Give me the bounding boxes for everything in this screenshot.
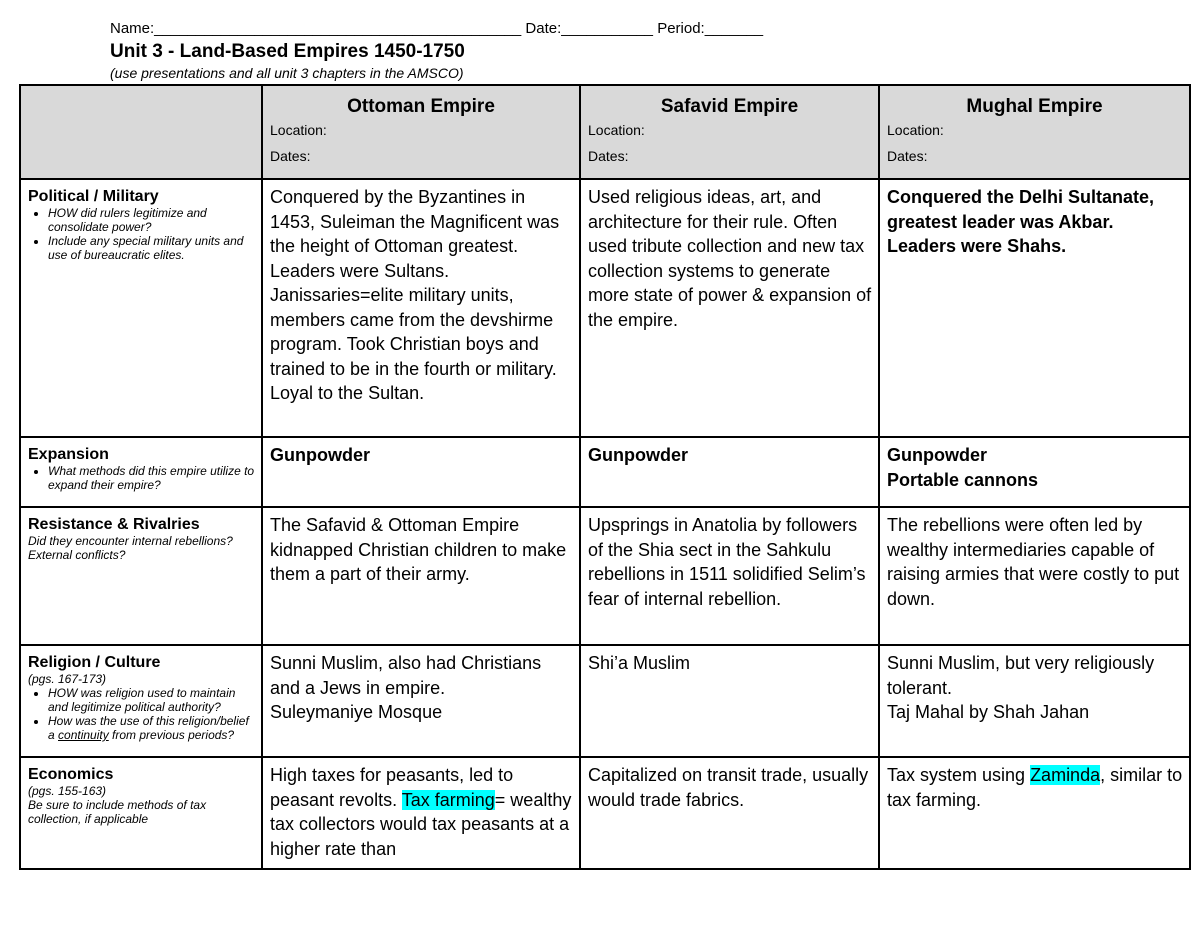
cell-text: Gunpowder bbox=[887, 445, 987, 465]
column-title: Safavid Empire bbox=[660, 96, 799, 117]
cell-text: Gunpowder bbox=[588, 445, 688, 465]
row-header-political bbox=[20, 179, 262, 437]
row-title: Economics bbox=[28, 766, 114, 783]
row-header-economics bbox=[20, 757, 262, 869]
dates-label: Dates: bbox=[887, 148, 928, 164]
document-subtitle: (use presentations and all unit 3 chapters in the AMSCO) bbox=[110, 65, 464, 81]
row-resistance-rivalries bbox=[20, 507, 1190, 645]
header-row bbox=[20, 85, 1190, 179]
cell-mughal-political bbox=[879, 179, 1190, 437]
column-header-ottoman bbox=[262, 85, 580, 179]
row-title: Religion / Culture bbox=[28, 654, 161, 671]
column-header-mughal bbox=[879, 85, 1190, 179]
cell-text: Sunni Muslim, but very religiously tolerant. bbox=[887, 653, 1155, 698]
row-expansion bbox=[20, 437, 1190, 507]
row-prompts bbox=[28, 686, 255, 742]
cell-safavid-political: Used religious ideas, art, and architecture for their rule. Often used tribute collection and new tax collection systems to generate more state of power & expansion of the empire. bbox=[580, 179, 879, 437]
cell-mughal-resistance: The rebellions were often led by wealthy intermediaries capable of raising armies that were costly to put down. bbox=[879, 507, 1190, 645]
cell-mughal-economics: Tax system using Zaminda, similar to tax farming. bbox=[879, 757, 1190, 869]
page-range: (pgs. 155-163) bbox=[28, 784, 107, 798]
dates-label: Dates: bbox=[588, 148, 629, 164]
row-prompts bbox=[28, 206, 255, 262]
cell-mughal-religion bbox=[879, 645, 1190, 757]
cell-ottoman-expansion bbox=[262, 437, 580, 507]
cell-safavid-religion: Shi’a Muslim bbox=[580, 645, 879, 757]
location-label: Location: bbox=[588, 122, 645, 138]
cell-ottoman-religion bbox=[262, 645, 580, 757]
cell-ottoman-political: Conquered by the Byzantines in 1453, Suleiman the Magnificent was the height of Ottoman greatest. Leaders were Sultans. Janissaries=elite military units, members came from the devshirme program. Took Christian boys and trained to be in the fourth or military. Loyal to the Sultan. bbox=[262, 179, 580, 437]
cell-ottoman-economics: High taxes for peasants, led to peasant revolts. Tax farming= wealthy tax collectors would tax peasants at a higher rate than bbox=[262, 757, 580, 869]
row-header-religion bbox=[20, 645, 262, 757]
row-title: Expansion bbox=[28, 446, 109, 463]
cell-safavid-resistance: Upsprings in Anatolia by followers of the Shia sect in the Sahkulu rebellions in 1511 solidified Selim’s fear of internal rebellion. bbox=[580, 507, 879, 645]
row-prompt: Be sure to include methods of tax collection, if applicable bbox=[28, 798, 207, 826]
column-header-safavid bbox=[580, 85, 879, 179]
cell-text: Gunpowder bbox=[270, 445, 370, 465]
cell-text: Conquered the Delhi Sultanate, greatest leader was Akbar. Leaders were Shahs. bbox=[887, 187, 1155, 256]
column-title: Ottoman Empire bbox=[347, 96, 495, 117]
cell-safavid-economics: Capitalized on transit trade, usually would trade fabrics. bbox=[580, 757, 879, 869]
dates-label: Dates: bbox=[270, 148, 311, 164]
prompt-item: • HOW did rulers legitimize and consolidate power? bbox=[48, 206, 255, 234]
prompt-item: • What methods did this empire utilize to expand their empire? bbox=[48, 464, 255, 492]
location-label: Location: bbox=[887, 122, 944, 138]
corner-cell bbox=[20, 85, 262, 179]
document-title: Unit 3 - Land-Based Empires 1450-1750 bbox=[110, 41, 465, 62]
cell-safavid-expansion bbox=[580, 437, 879, 507]
cell-text: Suleymaniye Mosque bbox=[270, 702, 443, 722]
cell-text: Portable cannons bbox=[887, 469, 1039, 490]
highlighted-term: Tax farming bbox=[401, 789, 495, 810]
row-header-resistance bbox=[20, 507, 262, 645]
row-header-expansion bbox=[20, 437, 262, 507]
row-title: Resistance & Rivalries bbox=[28, 516, 200, 533]
prompt-item: • Include any special military units and use of bureaucratic elites. bbox=[48, 234, 255, 262]
column-title: Mughal Empire bbox=[966, 96, 1103, 117]
row-prompts bbox=[28, 464, 255, 492]
cell-text: Taj Mahal by Shah Jahan bbox=[887, 702, 1090, 722]
name-date-period-line: Name:____________________________________________ Date:___________ Period:_______ bbox=[110, 20, 764, 37]
empire-comparison-table bbox=[19, 84, 1191, 870]
row-religion-culture bbox=[20, 645, 1190, 757]
page-range: (pgs. 167-173) bbox=[28, 672, 107, 686]
cell-ottoman-resistance: The Safavid & Ottoman Empire kidnapped Christian children to make them a part of their army. bbox=[262, 507, 580, 645]
row-economics bbox=[20, 757, 1190, 869]
cell-text: Sunni Muslim, also had Christians and a Jews in empire. bbox=[270, 653, 542, 698]
prompt-item: • How was the use of this religion/belief a continuity from previous periods? bbox=[48, 714, 255, 742]
cell-mughal-expansion bbox=[879, 437, 1190, 507]
row-title: Political / Military bbox=[28, 188, 159, 205]
prompt-item: • HOW was religion used to maintain and legitimize political authority? bbox=[48, 686, 255, 714]
row-political-military bbox=[20, 179, 1190, 437]
location-label: Location: bbox=[270, 122, 327, 138]
row-prompt: Did they encounter internal rebellions? External conflicts? bbox=[28, 534, 233, 562]
highlighted-term: Zaminda bbox=[1030, 765, 1101, 785]
